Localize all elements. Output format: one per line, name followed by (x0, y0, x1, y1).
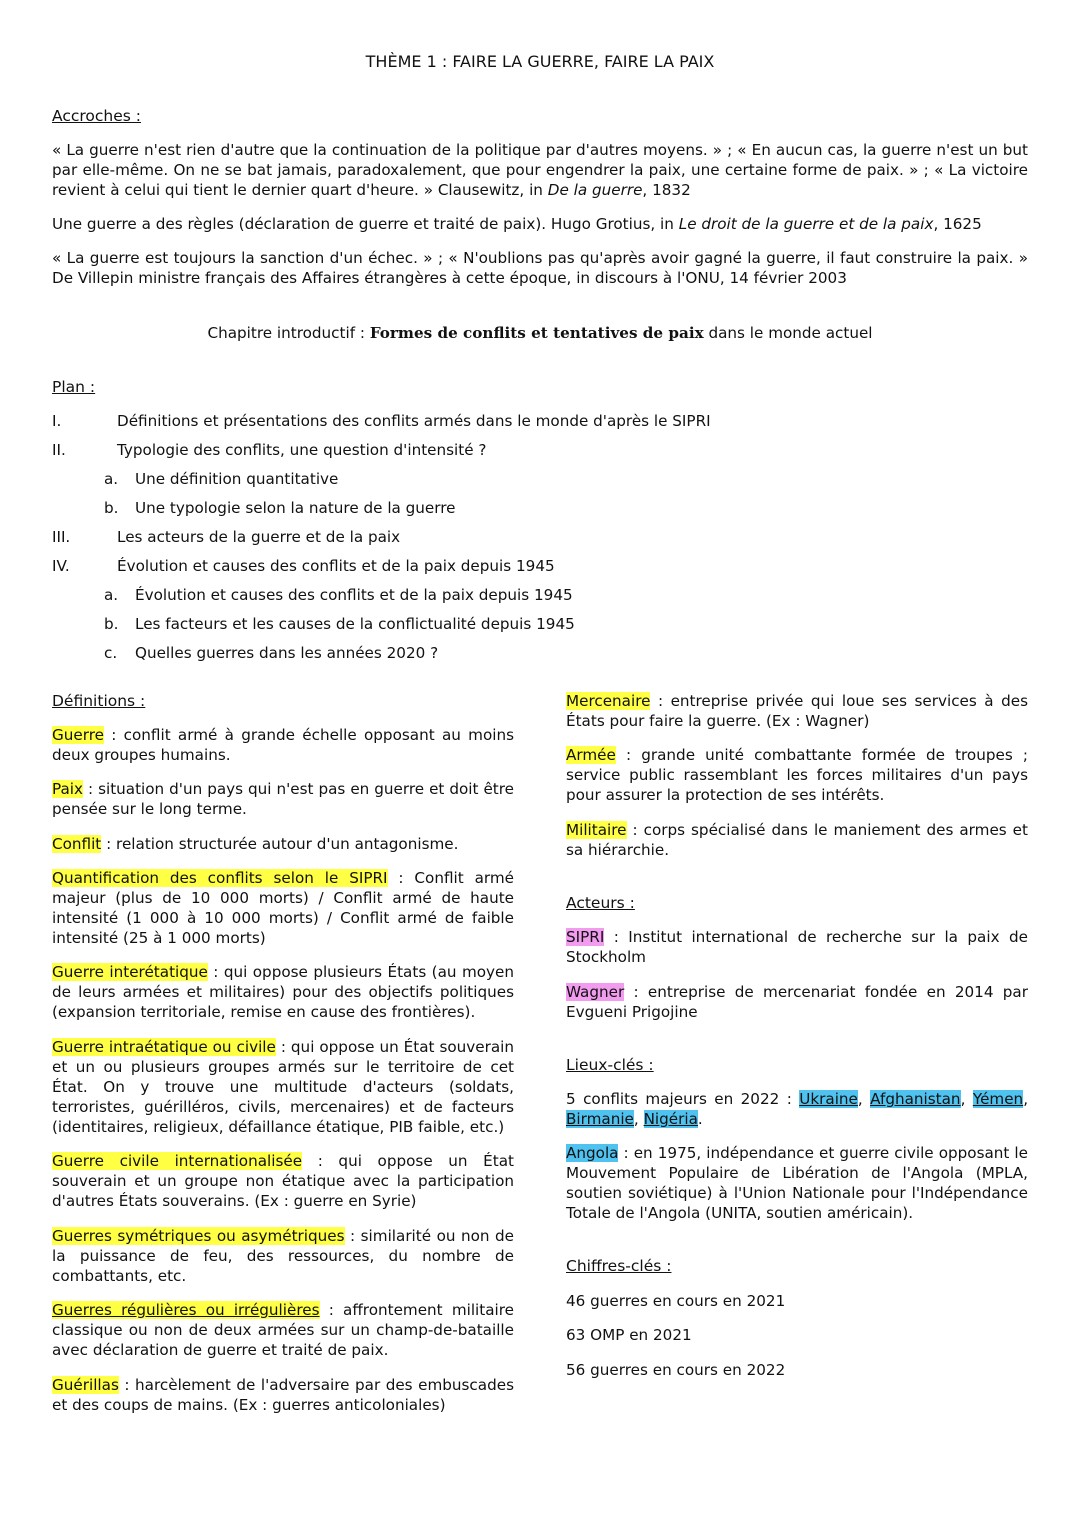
definition-term: Guerre intraétatique ou civile (52, 1038, 276, 1056)
place-nigeria: Nigéria (643, 1110, 698, 1128)
place-yemen: Yémen (972, 1090, 1024, 1108)
chiffre-item: 56 guerres en cours en 2022 (566, 1361, 786, 1379)
quote-clausewitz: « La guerre n'est rien d'autre que la continuation de la politique par d'autres moyens. » ; « En aucun cas, la guerre n'est un but par elle-même. On ne se bat jamais, paradoxalement, que pour engendrer la paix, une certaine forme de paix. » ; « La victoire revient à celui qui tient le dernier quart d'heure. » Clausewitz, in De la guerre, 1832 (52, 141, 1028, 199)
definitions-heading: Définitions : (52, 692, 146, 710)
definition-item: Guerre interétatique : qui oppose plusieurs États (au moyen de leurs armées et militaires) pour des objectifs politiques (expansion territoriale, remise en cause des frontières). (52, 963, 514, 1021)
quote-grotius: Une guerre a des règles (déclaration de guerre et traité de paix). Hugo Grotius, in Le droit de la guerre et de la paix, 1625 (52, 215, 982, 233)
definition-term: Guerre interétatique (52, 963, 208, 981)
plan-heading: Plan : (52, 378, 96, 396)
chiffre-item: 63 OMP en 2021 (566, 1326, 692, 1344)
acteur-item: SIPRI : Institut international de recherche sur la paix de Stockholm (566, 928, 1028, 966)
definition-term: Guérillas (52, 1376, 119, 1394)
definition-item: Militaire : corps spécialisé dans le maniement des armes et sa hiérarchie. (566, 821, 1028, 859)
chiffre-item: 46 guerres en cours en 2021 (566, 1292, 786, 1310)
definition-term: Guerre (52, 726, 104, 744)
definition-item: Mercenaire : entreprise privée qui loue ses services à des États pour faire la guerre. (Ex : Wagner) (566, 692, 1028, 730)
definition-item: Quantification des conflits selon le SIPRI : Conflit armé majeur (plus de 10 000 morts) / Conflit armé de haute intensité (1 000 à 10 000 morts) / Conflit armé de faible intensité (25 à 1 000 morts) (52, 869, 514, 947)
lieux-heading: Lieux-clés : (566, 1056, 654, 1074)
place-ukraine: Ukraine (799, 1090, 858, 1108)
definition-item: Guerre intraétatique ou civile : qui oppose un État souverain et un ou plusieurs groupes armés sur le territoire de cet État. On y trouve une multitude d'acteurs (soldats, terroristes, guérilléros, civils, mercenaires) et de facteurs (identitaires, religieux, défaillance étatique, PIB faible, etc.) (52, 1038, 515, 1136)
definition-term: Conflit (52, 835, 102, 853)
lieux-conflicts: 5 conflits majeurs en 2022 : Ukraine, Afghanistan, Yémen, Birmanie, Nigéria. (566, 1090, 1029, 1128)
definition-item: Armée : grande unité combattante formée de troupes ; service public rassemblant les forces militaires d'un pays pour assurer la protection de ses intérêts. (566, 746, 1028, 804)
definition-term: Guerres symétriques ou asymétriques (52, 1227, 345, 1245)
chapter-title: Chapitre introductif : Formes de conflits et tentatives de paix dans le monde actuel (207, 324, 873, 342)
definition-term: Paix (52, 780, 83, 798)
acteurs-heading: Acteurs : (566, 894, 635, 912)
lieux-angola: Angola : en 1975, indépendance et guerre civile opposant le Mouvement Populaire de Libération de l'Angola (MPLA, soutien soviétique) à l'Union Nationale pour l'Indépendance Totale de l'Angola (UNITA, soutien américain). (566, 1144, 1028, 1222)
definition-item: Guerre civile internationalisée : qui oppose un État souverain et un groupe non étatique avec la participation d'autres États souverains. (Ex : guerre en Syrie) (52, 1152, 514, 1210)
acteur-item: Wagner : entreprise de mercenariat fondée en 2014 par Evgueni Prigojine (566, 983, 1028, 1021)
definition-item: Guérillas : harcèlement de l'adversaire par des embuscades et des coups de mains. (Ex : guerres anticoloniales) (52, 1376, 514, 1414)
definition-item: Guerres symétriques ou asymétriques : similarité ou non de la puissance de feu, des ressources, du nombre de combattants, etc. (52, 1227, 514, 1285)
acteur-term: SIPRI (566, 928, 605, 946)
place-afghanistan: Afghanistan (870, 1090, 961, 1108)
definition-item: Paix : situation d'un pays qui n'est pas en guerre et doit être pensée sur le long terme. (52, 780, 514, 818)
definition-term: Mercenaire (566, 692, 651, 710)
chiffres-heading: Chiffres-clés : (566, 1257, 672, 1275)
acteur-term: Wagner (566, 983, 625, 1001)
accroches-heading: Accroches : (52, 107, 141, 125)
place-angola: Angola (566, 1144, 619, 1162)
definition-term: Militaire (566, 821, 627, 839)
definition-item: Guerre : conflit armé à grande échelle opposant au moins deux groupes humains. (52, 726, 514, 764)
definition-term: Quantification des conflits selon le SIPRI (52, 869, 388, 887)
definition-item: Guerres régulières ou irrégulières : affrontement militaire classique ou non de deux armées sur un champ-de-bataille avec déclaration de guerre et traité de paix. (52, 1301, 515, 1359)
place-birmanie: Birmanie (566, 1110, 634, 1128)
page-title: THÈME 1 : FAIRE LA GUERRE, FAIRE LA PAIX (365, 52, 715, 71)
definition-term: Armée (566, 746, 616, 764)
definition-item: Conflit : relation structurée autour d'un antagonisme. (52, 835, 459, 853)
definition-term: Guerres régulières ou irrégulières (52, 1301, 320, 1319)
definition-term: Guerre civile internationalisée (52, 1152, 303, 1170)
quote-villepin: « La guerre est toujours la sanction d'un échec. » ; « N'oublions pas qu'après avoir gagné la guerre, il faut construire la paix. » De Villepin ministre français des Affaires étrangères à cette époque, in discours à l'ONU, 14 février 2003 (52, 249, 1028, 287)
